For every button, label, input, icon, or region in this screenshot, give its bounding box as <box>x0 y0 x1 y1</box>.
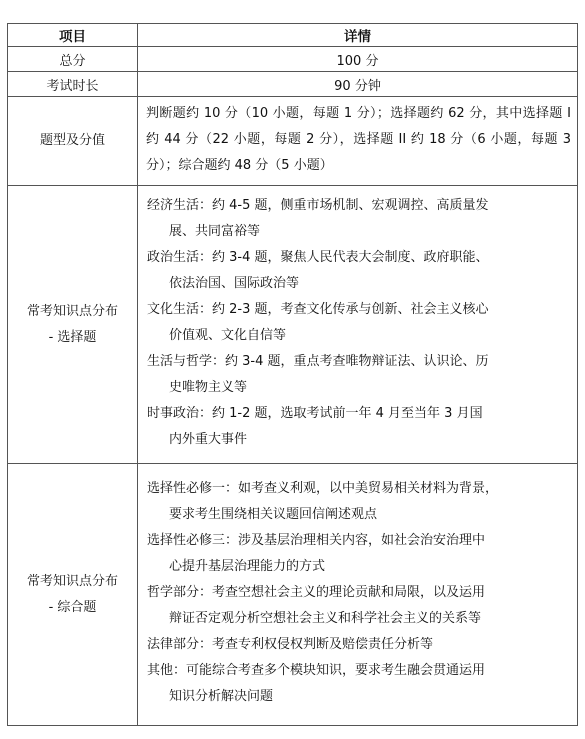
label-line: - 综合题 <box>48 599 97 615</box>
header-item: 项目 <box>8 24 138 47</box>
list-item: 法律部分：考查专利权侵权判断及赔偿责任分析等 <box>147 637 434 652</box>
row-value-total: 100 分 <box>138 47 578 72</box>
row-label-types: 题型及分值 <box>8 97 138 186</box>
row-value-comprehensive <box>138 464 578 726</box>
table-row <box>8 186 578 464</box>
row-value-duration: 90 分钟 <box>138 72 578 97</box>
list-item: 其他：可能综合考查多个模块知识，要求考生融会贯通运用 知识分析解决问题 <box>147 663 486 704</box>
table-row <box>8 72 578 97</box>
list-item: 时事政治：约 1-2 题，选取考试前一年 4 月至当年 3 月国 内外重大事件 <box>147 406 483 447</box>
row-label-total: 总分 <box>8 47 138 72</box>
list-item: 政治生活：约 3-4 题，聚焦人民代表大会制度、政府职能、 依法治国、国际政治等 <box>147 250 489 291</box>
table-row <box>8 97 578 186</box>
list-item: 哲学部分：考查空想社会主义的理论贡献和局限，以及运用 辩证否定观分析空想社会主义和科学社会主义的关系等 <box>147 585 486 626</box>
list-item: 生活与哲学：约 3-4 题，重点考查唯物辩证法、认识论、历 史唯物主义等 <box>147 354 489 395</box>
list-item: 选择性必修三：涉及基层治理相关内容，如社会治安治理中 心提升基层治理能力的方式 <box>147 533 486 574</box>
label-line: - 选择题 <box>48 329 97 345</box>
label-line: 常考知识点分布 <box>26 303 118 319</box>
row-value-choice <box>138 186 578 464</box>
row-label-comprehensive <box>8 464 138 726</box>
list-item: 经济生活：约 4-5 题，侧重市场机制、宏观调控、高质量发 展、共同富裕等 <box>147 198 489 239</box>
row-value-types: 判断题约 10 分（10 小题，每题 1 分）；选择题约 62 分，其中选择题 I 约 44 分（22 小题，每题 2 分），选择题 II 约 18 分（6 小题，每题 3 分）；综合题约 48 分（5 小题） <box>138 97 578 186</box>
header-row <box>8 24 578 47</box>
list-item: 文化生活：约 2-3 题，考查文化传承与创新、社会主义核心 价值观、文化自信等 <box>147 302 489 343</box>
header-detail: 详情 <box>138 24 578 47</box>
row-label-duration: 考试时长 <box>8 72 138 97</box>
table-row <box>8 464 578 726</box>
label-line: 常考知识点分布 <box>26 573 118 589</box>
row-label-choice <box>8 186 138 464</box>
table-row <box>8 47 578 72</box>
exam-info-table <box>7 23 578 726</box>
list-item: 选择性必修一：如考查义利观，以中美贸易相关材料为背景， 要求考生围绕相关议题回信阐述观点 <box>147 481 499 522</box>
